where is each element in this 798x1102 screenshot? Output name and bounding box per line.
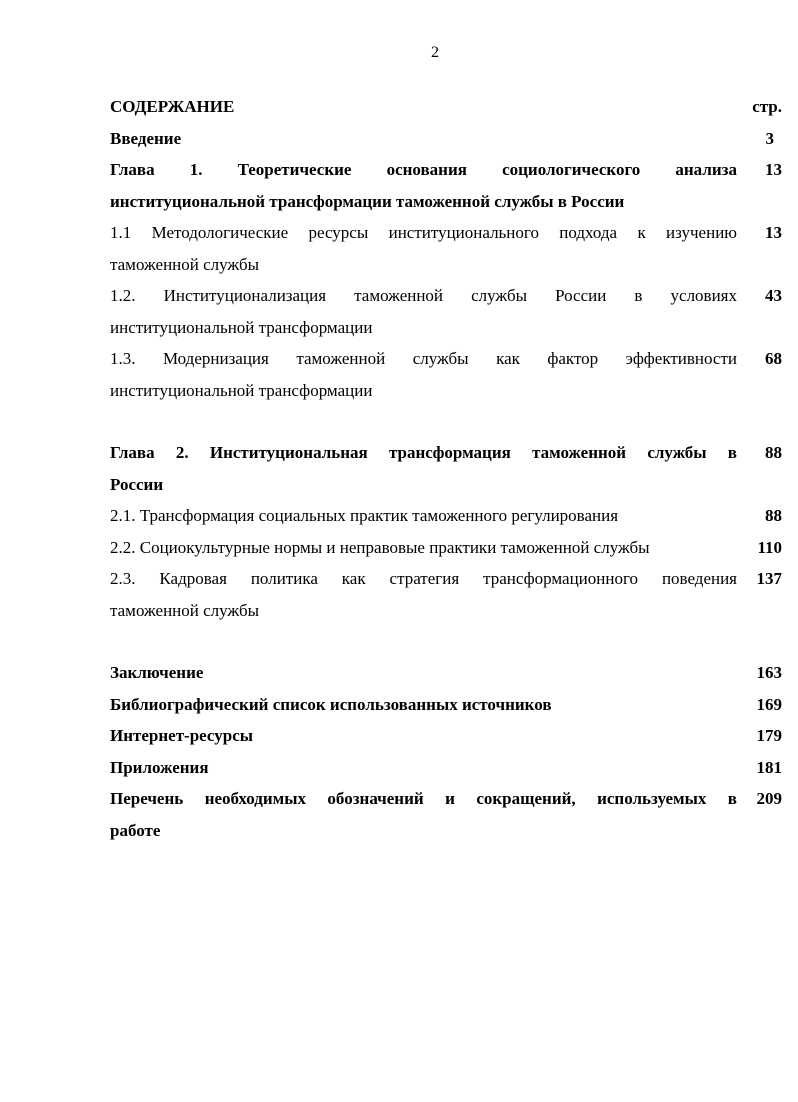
toc-entry-title-line: 2.3. Кадровая политика как стратегия трансформационного поведения [110, 569, 737, 588]
toc-entry-bibliography[interactable] [110, 689, 782, 721]
toc-entry-page: 13 [765, 160, 782, 179]
toc-entry-chapter-2[interactable] [110, 437, 782, 500]
toc-entry-appendices[interactable] [110, 752, 782, 784]
toc-entry-title-line: институциональной трансформации таможенной службы в России [110, 191, 625, 211]
toc-entry-internet-resources[interactable] [110, 720, 782, 752]
toc-entry-page: 181 [756, 757, 782, 777]
toc-entry-page: 88 [765, 506, 782, 525]
toc-entry-title-line: 1.3. Модернизация таможенной службы как фактор эффективности [110, 349, 737, 368]
toc-entry-page: 68 [765, 349, 782, 368]
toc-heading: СОДЕРЖАНИЕ [110, 97, 235, 116]
toc-entry-page: 179 [756, 726, 782, 745]
toc-entry-title [110, 563, 737, 626]
toc-entry-title: 2.2. Социокультурные нормы и неправовые практики таможенной службы [110, 537, 650, 557]
toc-entry-title [110, 217, 737, 280]
toc-entry-intro[interactable] [110, 123, 782, 155]
toc-entry-title-line: институциональной трансформации [110, 380, 373, 400]
toc-entry-title [110, 437, 737, 500]
toc-entry-title: Введение [110, 128, 182, 148]
toc-entry-title: Заключение [110, 663, 204, 682]
toc-entry-title-line: таможенной службы [110, 600, 260, 620]
table-of-contents [110, 91, 782, 846]
toc-entry-title-line: Глава 2. Институциональная трансформация таможенной службы в [110, 443, 737, 462]
toc-entry-title: Приложения [110, 757, 209, 777]
toc-entry-page: 3 [765, 128, 774, 148]
toc-entry-section-2-2[interactable] [110, 532, 782, 564]
toc-entry-conclusion[interactable] [110, 657, 782, 689]
toc-entry-page: 137 [756, 569, 782, 588]
toc-entry-page: 169 [756, 694, 782, 714]
toc-spacer [110, 626, 782, 657]
page-column-label: стр. [752, 97, 782, 116]
toc-entry-page: 43 [765, 286, 782, 305]
toc-entry-section-2-1[interactable] [110, 500, 782, 532]
toc-entry-title: Интернет-ресурсы [110, 726, 254, 745]
toc-entry-page: 110 [757, 537, 782, 557]
toc-entry-title-line: Глава 1. Теоретические основания социологического анализа [110, 160, 737, 179]
toc-entry-title-line: работе [110, 820, 161, 840]
page-number: 2 [431, 44, 439, 61]
toc-entry-page: 13 [765, 223, 782, 242]
toc-entry-section-1-2[interactable] [110, 280, 782, 343]
toc-entry-section-1-1[interactable] [110, 217, 782, 280]
toc-entry-section-2-3[interactable] [110, 563, 782, 626]
toc-entry-title [110, 154, 737, 217]
toc-entry-page: 209 [756, 789, 782, 808]
toc-entry-title-line: таможенной службы [110, 254, 260, 274]
toc-entry-chapter-1[interactable] [110, 154, 782, 217]
toc-entry-title [110, 783, 737, 846]
toc-entry-title: 2.1. Трансформация социальных практик таможенного регулирования [110, 506, 619, 525]
toc-entry-title: Библиографический список использованных источников [110, 694, 552, 714]
toc-entry-title-line: институциональной трансформации [110, 317, 373, 337]
toc-entry-page: 88 [765, 443, 782, 462]
toc-entry-page: 163 [756, 663, 782, 682]
toc-entry-title-line: 1.1 Методологические ресурсы институционального подхода к изучению [110, 223, 737, 242]
toc-entry-section-1-3[interactable] [110, 343, 782, 406]
toc-entry-title-line: 1.2. Институционализация таможенной службы России в условиях [110, 286, 737, 305]
toc-entry-title [110, 280, 737, 343]
toc-spacer [110, 406, 782, 437]
toc-entry-title-line: России [110, 474, 164, 494]
toc-entry-abbreviations[interactable] [110, 783, 782, 846]
toc-entry-title [110, 343, 737, 406]
toc-heading-row [110, 91, 782, 123]
toc-entry-title-line: Перечень необходимых обозначений и сокращений, используемых в [110, 789, 737, 808]
